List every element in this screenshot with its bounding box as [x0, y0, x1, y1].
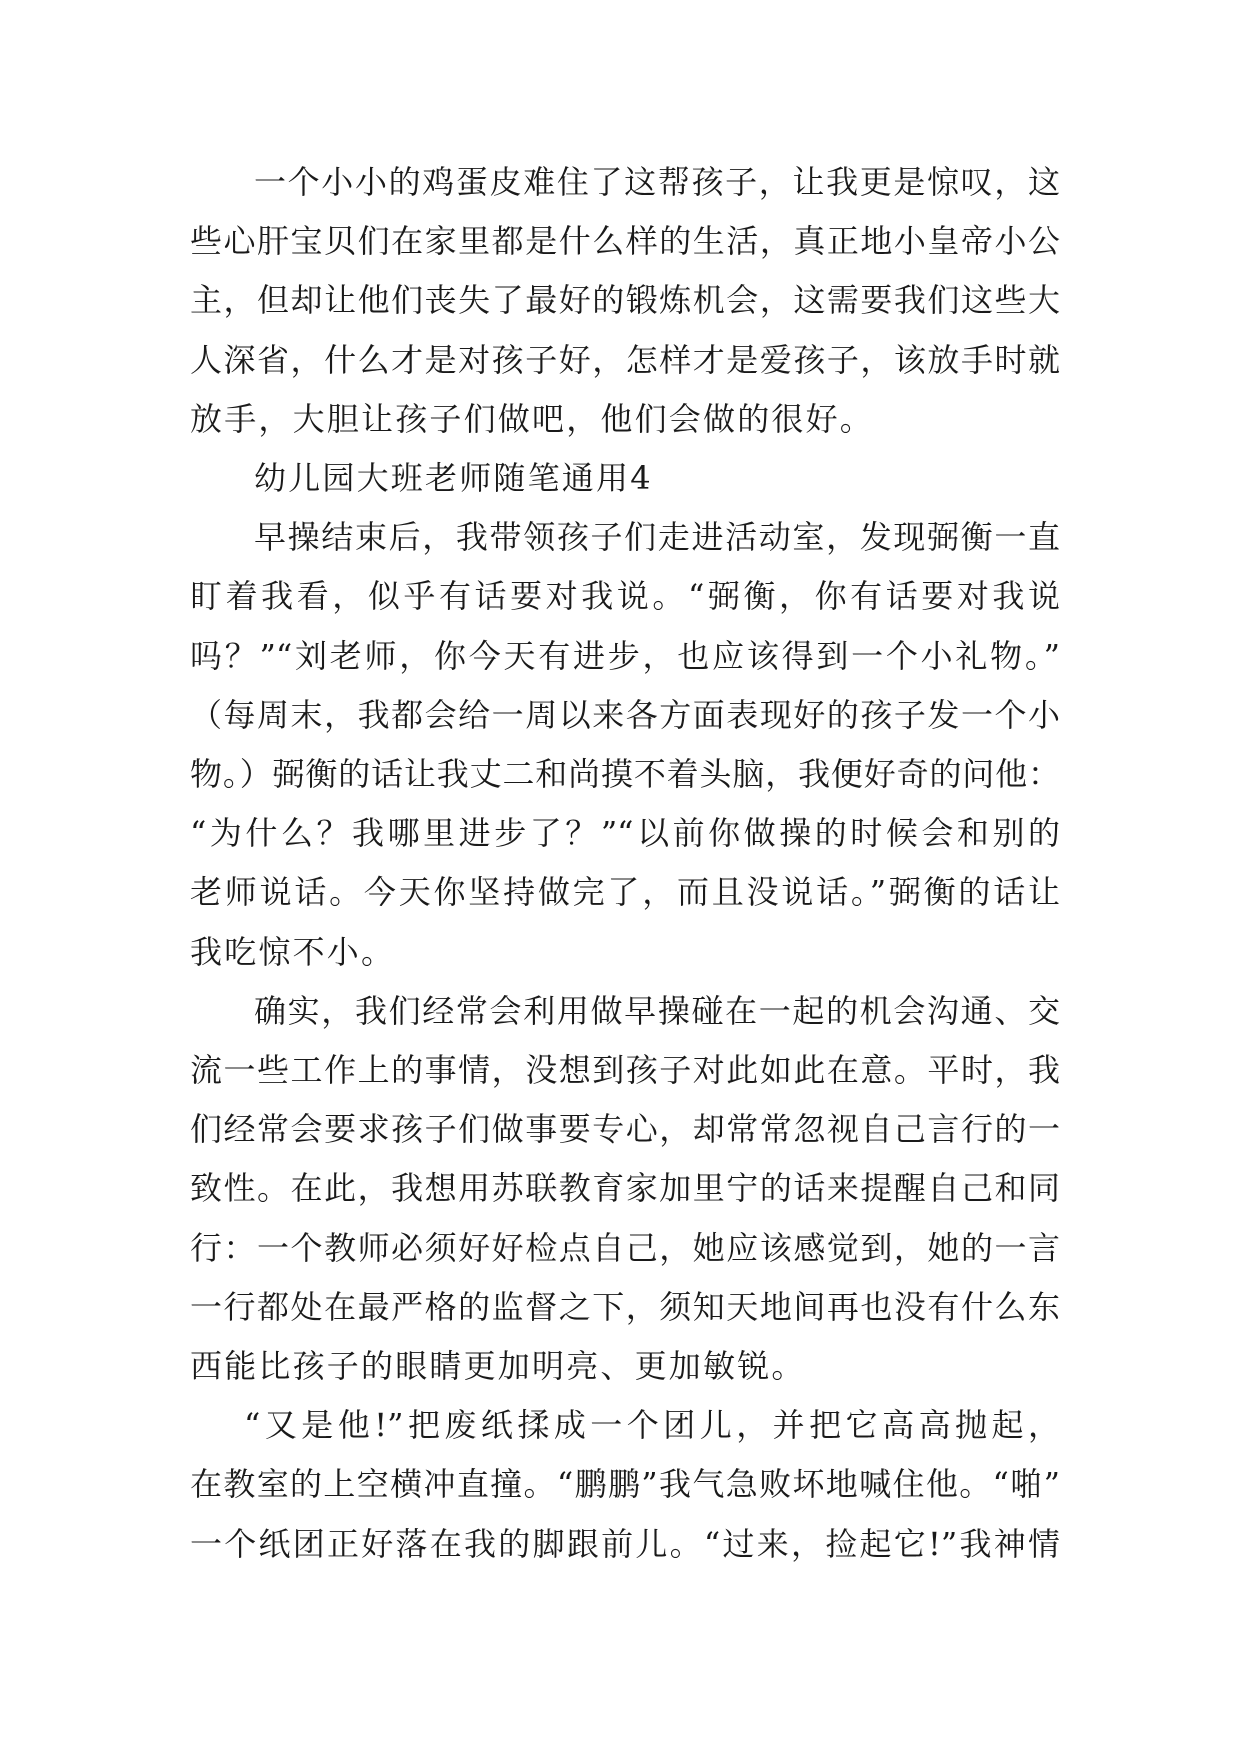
- paragraph-3-line-6: 一行都处在最严格的监督之下，须知天地间再也没有什么东: [190, 1288, 1060, 1326]
- paragraph-2-line-1: 早操结束后，我带领孩子们走进活动室，发现弼衡一直: [254, 518, 1060, 556]
- paragraph-1-line-5: 放手，大胆让孩子们做吧，他们会做的很好。: [190, 400, 875, 438]
- paragraph-2-line-4: （每周末，我都会给一周以来各方面表现好的孩子发一个小: [190, 696, 1060, 734]
- paragraph-2-line-7: 老师说话。今天你坚持做完了，而且没说话。”弼衡的话让: [190, 873, 1060, 911]
- paragraph-3-line-4: 致性。在此，我想用苏联教育家加里宁的话来提醒自己和同: [190, 1169, 1060, 1207]
- paragraph-4-line-2: 在教室的上空横冲直撞。“鹏鹏”我气急败坏地喊住他。“啪”: [190, 1465, 1060, 1503]
- paragraph-1-line-1: 一个小小的鸡蛋皮难住了这帮孩子，让我更是惊叹，这: [254, 163, 1060, 201]
- paragraph-4-line-1: “又是他!”把废纸揉成一个团儿，并把它高高抛起，: [244, 1406, 1060, 1444]
- paragraph-4-line-3: 一个纸团正好落在我的脚跟前儿。“过来，捡起它!”我神情: [190, 1525, 1060, 1563]
- paragraph-3-line-3: 们经常会要求孩子们做事要专心，却常常忽视自己言行的一: [190, 1110, 1060, 1148]
- paragraph-2-line-5: 物。）弼衡的话让我丈二和尚摸不着头脑，我便好奇的问他：: [190, 755, 1060, 793]
- paragraph-2-line-3: 吗？”“刘老师，你今天有进步，也应该得到一个小礼物。”: [190, 637, 1060, 675]
- paragraph-2-line-6: “为什么？我哪里进步了？”“以前你做操的时候会和别的: [190, 814, 1060, 852]
- paragraph-3-line-2: 流一些工作上的事情，没想到孩子对此如此在意。平时，我: [190, 1051, 1060, 1089]
- paragraph-2-line-2: 盯着我看，似乎有话要对我说。“弼衡，你有话要对我说: [190, 577, 1060, 615]
- section-heading: 幼儿园大班老师随笔通用4: [254, 459, 653, 497]
- paragraph-3-line-1: 确实，我们经常会利用做早操碰在一起的机会沟通、交: [254, 992, 1060, 1030]
- paragraph-1-line-4: 人深省，什么才是对孩子好，怎样才是爱孩子，该放手时就: [190, 341, 1060, 379]
- paragraph-1-line-2: 些心肝宝贝们在家里都是什么样的生活，真正地小皇帝小公: [190, 222, 1060, 260]
- paragraph-3-line-5: 行：一个教师必须好好检点自己，她应该感觉到，她的一言: [190, 1229, 1060, 1267]
- paragraph-2-line-8: 我吃惊不小。: [190, 933, 396, 971]
- paragraph-1-line-3: 主，但却让他们丧失了最好的锻炼机会，这需要我们这些大: [190, 281, 1060, 319]
- paragraph-3-line-7: 西能比孩子的眼睛更加明亮、更加敏锐。: [190, 1347, 806, 1385]
